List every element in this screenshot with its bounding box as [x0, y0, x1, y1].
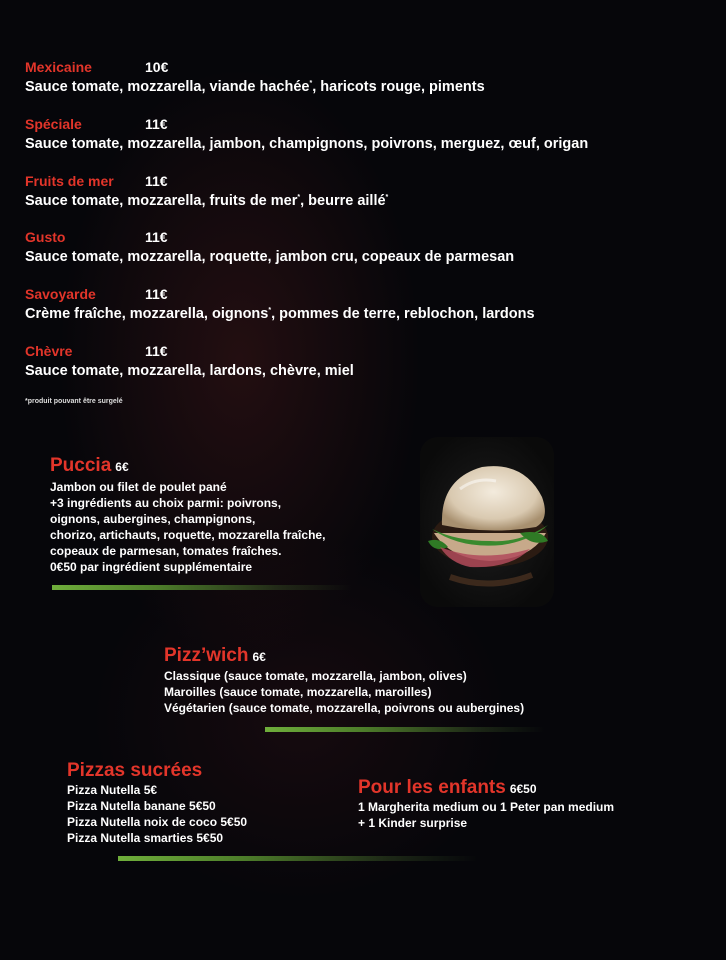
- pizza-name: Fruits de mer: [25, 173, 114, 189]
- puccia-line: 0€50 par ingrédient supplémentaire: [50, 560, 253, 574]
- sweet-pizzas-section: [67, 760, 247, 846]
- sweet-pizza-line: Pizza Nutella banane 5€50: [67, 799, 216, 813]
- sweet-pizza-line: Pizza Nutella smarties 5€50: [67, 831, 224, 845]
- puccia-section: [50, 455, 325, 575]
- pizza-description: Crème fraîche, mozzarella, oignons*, pommes de terre, reblochon, lardons: [25, 306, 535, 322]
- frozen-product-note: *produit pouvant être surgelé: [25, 398, 123, 405]
- pizza-item-gusto: [25, 229, 514, 265]
- pizza-price: 11€: [145, 286, 168, 302]
- pizza-item-chevre: [25, 343, 354, 379]
- pizza-description: Sauce tomate, mozzarella, roquette, jambon cru, copeaux de parmesan: [25, 249, 515, 265]
- puccia-line: copeaux de parmesan, tomates fraîches.: [50, 544, 282, 558]
- kids-line: + 1 Kinder surprise: [358, 816, 468, 830]
- pizza-name: Mexicaine: [25, 59, 92, 75]
- pizza-item-savoyarde: [25, 286, 535, 322]
- sweet-pizza-line: Pizza Nutella noix de coco 5€50: [67, 815, 248, 829]
- pizza-name: Savoyarde: [25, 286, 96, 302]
- pizzwich-line: Végétarien (sauce tomate, mozzarella, poivrons ou aubergines): [164, 701, 525, 715]
- pizza-price: 10€: [145, 59, 169, 75]
- pizza-name: Gusto: [25, 229, 66, 245]
- pizza-price: 11€: [145, 343, 168, 359]
- puccia-line: oignons, aubergines, champignons,: [50, 512, 256, 526]
- kids-section: [358, 777, 614, 831]
- puccia-price: 6€: [115, 460, 129, 474]
- pizza-name: Chèvre: [25, 343, 73, 359]
- pizza-description: Sauce tomate, mozzarella, fruits de mer*, beurre aillé*: [25, 193, 389, 209]
- pizza-price: 11€: [145, 173, 168, 189]
- puccia-title: Puccia: [50, 455, 112, 476]
- pizza-item-mexicaine: [25, 59, 485, 95]
- pizzwich-price: 6€: [252, 650, 266, 664]
- pizza-description: Sauce tomate, mozzarella, viande hachée*, haricots rouge, piments: [25, 79, 485, 95]
- puccia-line: Jambon ou filet de poulet pané: [50, 480, 227, 494]
- pizza-description: Sauce tomate, mozzarella, lardons, chèvre, miel: [25, 363, 354, 379]
- pizzwich-line: Classique (sauce tomate, mozzarella, jambon, olives): [164, 669, 467, 683]
- pizza-price: 11€: [145, 229, 168, 245]
- sweet-pizzas-title: Pizzas sucrées: [67, 760, 203, 781]
- pizza-description: Sauce tomate, mozzarella, jambon, champignons, poivrons, merguez, œuf, origan: [25, 136, 589, 152]
- puccia-line: +3 ingrédients au choix parmi: poivrons,: [50, 496, 282, 510]
- divider-bar: [118, 856, 478, 861]
- pizza-name: Spéciale: [25, 116, 82, 132]
- kids-title: Pour les enfants: [358, 777, 506, 798]
- pizza-item-speciale: [25, 116, 588, 152]
- divider-bar: [265, 727, 545, 732]
- pizza-price: 11€: [145, 116, 168, 132]
- kids-price: 6€50: [509, 782, 537, 796]
- kids-line: 1 Margherita medium ou 1 Peter pan medium: [358, 800, 615, 814]
- pizzwich-title: Pizz’wich: [164, 645, 249, 666]
- sweet-pizza-line: Pizza Nutella 5€: [67, 783, 158, 797]
- pizza-item-fruits-de-mer: [25, 173, 388, 209]
- pizzwich-section: [164, 645, 524, 716]
- puccia-sandwich-photo: [420, 437, 554, 607]
- puccia-line: chorizo, artichauts, roquette, mozzarella fraîche,: [50, 528, 326, 542]
- divider-bar: [52, 585, 352, 590]
- pizzwich-line: Maroilles (sauce tomate, mozzarella, maroilles): [164, 685, 432, 699]
